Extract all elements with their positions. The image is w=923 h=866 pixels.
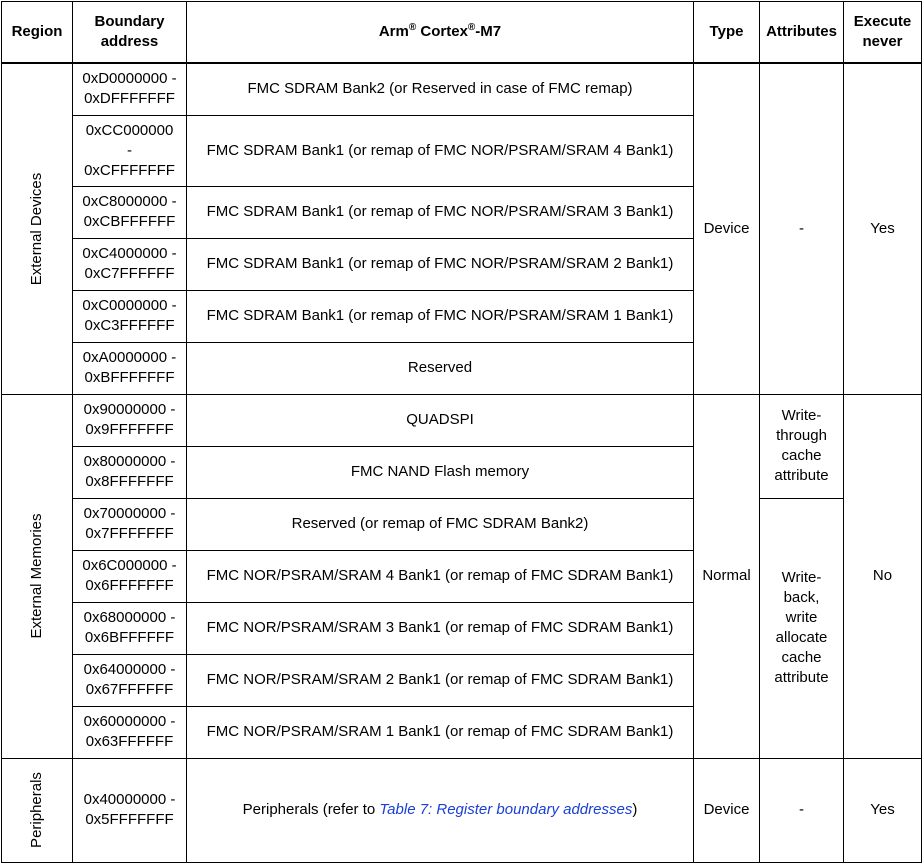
- core-description: FMC SDRAM Bank1 (or remap of FMC NOR/PSRAM/SRAM 3 Bank1): [187, 186, 694, 238]
- type-cell: Normal: [694, 394, 760, 758]
- core-description: FMC NOR/PSRAM/SRAM 3 Bank1 (or remap of FMC SDRAM Bank1): [187, 602, 694, 654]
- header-core: [187, 2, 694, 64]
- header-core-mid: Cortex: [416, 23, 468, 40]
- description-text: ): [632, 801, 638, 818]
- type-cell: Device: [694, 63, 760, 394]
- boundary-address: [73, 115, 187, 186]
- address-start: 0x6C000000 -: [82, 557, 177, 574]
- header-core-post: -M7: [475, 23, 502, 40]
- address-end: 0xC7FFFFFF: [84, 265, 175, 282]
- address-end: 0x63FFFFFF: [85, 733, 174, 750]
- core-description: FMC NOR/PSRAM/SRAM 2 Bank1 (or remap of FMC SDRAM Bank1): [187, 654, 694, 706]
- core-description: FMC NOR/PSRAM/SRAM 4 Bank1 (or remap of FMC SDRAM Bank1): [187, 550, 694, 602]
- region-label: External Devices: [28, 172, 45, 286]
- header-core-pre: Arm: [378, 23, 409, 40]
- boundary-address: [73, 446, 187, 498]
- core-description: Reserved (or remap of FMC SDRAM Bank2): [187, 498, 694, 550]
- core-description: QUADSPI: [187, 394, 694, 446]
- boundary-address: [73, 238, 187, 290]
- address-dash: -: [127, 141, 132, 159]
- core-description: FMC SDRAM Bank2 (or Reserved in case of FMC remap): [187, 63, 694, 115]
- core-description: FMC SDRAM Bank1 (or remap of FMC NOR/PSRAM/SRAM 4 Bank1): [187, 115, 694, 186]
- address-start: 0x70000000 -: [83, 505, 176, 522]
- boundary-address: [73, 290, 187, 342]
- header-execute-never: Execute never: [844, 2, 922, 64]
- address-end: 0x6BFFFFFF: [84, 629, 175, 646]
- core-description: FMC NAND Flash memory: [187, 446, 694, 498]
- address-start: 0x68000000 -: [83, 609, 176, 626]
- execute-never-cell: No: [844, 394, 922, 758]
- address-start: 0xC8000000 -: [82, 193, 177, 210]
- address-end: 0xC3FFFFFF: [84, 317, 175, 334]
- attribute-cell: -: [760, 63, 844, 394]
- core-description: FMC NOR/PSRAM/SRAM 1 Bank1 (or remap of FMC SDRAM Bank1): [187, 706, 694, 758]
- memory-map-table: [1, 1, 922, 863]
- address-start: 0x64000000 -: [83, 661, 176, 678]
- region-external-devices: [2, 63, 73, 394]
- boundary-address: [73, 342, 187, 394]
- address-start: 0xD0000000 -: [82, 70, 177, 88]
- address-end: 0x6FFFFFFF: [85, 577, 174, 594]
- boundary-address: [73, 63, 187, 115]
- address-end: 0xDFFFFFFF: [84, 90, 175, 108]
- execute-never-cell: Yes: [844, 758, 922, 862]
- region-label: Peripherals: [28, 772, 45, 848]
- registered-mark: ®: [467, 22, 476, 33]
- address-start: 0xCC000000: [85, 121, 174, 139]
- boundary-address: [73, 498, 187, 550]
- header-attributes: Attributes: [760, 2, 844, 64]
- attribute-write-back: Write-back, write allocate cache attribute: [760, 498, 844, 758]
- address-start: 0x40000000 -: [83, 791, 176, 808]
- core-description: [187, 758, 694, 862]
- boundary-address: [73, 758, 187, 862]
- boundary-address: [73, 186, 187, 238]
- core-description: FMC SDRAM Bank1 (or remap of FMC NOR/PSRAM/SRAM 1 Bank1): [187, 290, 694, 342]
- address-start: 0xC4000000 -: [82, 245, 177, 262]
- address-end: 0x7FFFFFFF: [85, 525, 174, 542]
- address-start: 0xC0000000 -: [82, 297, 177, 314]
- attribute-cell: -: [760, 758, 844, 862]
- address-start: 0x60000000 -: [83, 713, 176, 730]
- boundary-address: [73, 394, 187, 446]
- header-boundary-address: Boundary address: [73, 2, 187, 64]
- address-end: 0xCFFFFFFF: [84, 161, 175, 179]
- address-start: 0x90000000 -: [83, 401, 176, 418]
- address-end: 0x9FFFFFFF: [85, 421, 174, 438]
- address-start: 0x80000000 -: [83, 453, 176, 470]
- address-start: 0xA0000000 -: [82, 349, 177, 366]
- table-row: [2, 394, 922, 446]
- execute-never-cell: Yes: [844, 63, 922, 394]
- boundary-address: [73, 602, 187, 654]
- type-cell: Device: [694, 758, 760, 862]
- address-end: 0x8FFFFFFF: [85, 473, 174, 490]
- address-end: 0x67FFFFFF: [85, 681, 174, 698]
- core-description: FMC SDRAM Bank1 (or remap of FMC NOR/PSRAM/SRAM 2 Bank1): [187, 238, 694, 290]
- address-end: 0xBFFFFFFF: [84, 369, 175, 386]
- table-row: [2, 63, 922, 115]
- header-region: Region: [2, 2, 73, 64]
- header-row: [2, 2, 922, 64]
- boundary-address: [73, 706, 187, 758]
- region-label: External Memories: [28, 513, 45, 639]
- address-end: 0xCBFFFFFF: [83, 213, 176, 230]
- table-7-link[interactable]: Table 7: Register boundary addresses: [379, 801, 633, 818]
- description-text: Peripherals (refer to: [242, 801, 380, 818]
- attribute-write-through: Write-through cache attribute: [760, 394, 844, 498]
- core-description: Reserved: [187, 342, 694, 394]
- boundary-address: [73, 654, 187, 706]
- table-row: [2, 498, 922, 550]
- region-external-memories: [2, 394, 73, 758]
- region-peripherals: [2, 758, 73, 862]
- address-end: 0x5FFFFFFF: [85, 811, 174, 828]
- registered-mark: ®: [408, 22, 417, 33]
- boundary-address: [73, 550, 187, 602]
- table-row: [2, 758, 922, 862]
- header-type: Type: [694, 2, 760, 64]
